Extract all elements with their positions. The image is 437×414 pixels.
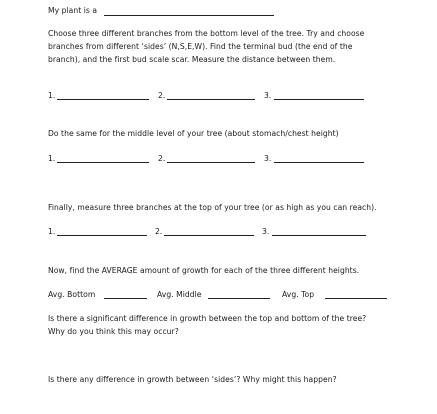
question-2: Is there any difference in growth between ‘sides’? Why might this happen? bbox=[48, 375, 337, 384]
question-1-line-1: Is there a significant difference in growth between the top and bottom of the tree? bbox=[48, 314, 367, 323]
avg-bottom-label: Avg. Bottom bbox=[48, 290, 96, 299]
top-instruction: Finally, measure three branches at the top of your tree (or as high as you can reach). bbox=[48, 203, 377, 212]
bottom-blank-1[interactable] bbox=[57, 99, 149, 100]
avg-top-blank[interactable] bbox=[325, 298, 387, 299]
middle-blank-1-number: 1. bbox=[48, 154, 56, 163]
middle-blank-3[interactable] bbox=[274, 162, 364, 163]
plant-label: My plant is a bbox=[48, 6, 98, 15]
avg-bottom-blank[interactable] bbox=[104, 298, 147, 299]
middle-instruction: Do the same for the middle level of your tree (about stomach/chest height) bbox=[48, 129, 339, 138]
intro-line-3: branch), and the first bud scale scar. Measure the distance between them. bbox=[48, 55, 336, 64]
top-blank-2-number: 2. bbox=[155, 227, 163, 236]
plant-name-blank[interactable] bbox=[104, 15, 274, 16]
top-blank-1-number: 1. bbox=[48, 227, 56, 236]
bottom-blank-1-number: 1. bbox=[48, 91, 56, 100]
top-blank-2[interactable] bbox=[164, 235, 254, 236]
intro-line-2: branches from different ‘sides’ (N,S,E,W). Find the terminal bud (the end of the bbox=[48, 42, 353, 51]
average-instruction: Now, find the AVERAGE amount of growth for each of the three different heights. bbox=[48, 266, 360, 275]
intro-line-1: Choose three different branches from the bottom level of the tree. Try and choose bbox=[48, 29, 365, 38]
bottom-blank-2[interactable] bbox=[167, 99, 255, 100]
bottom-blank-2-number: 2. bbox=[158, 91, 166, 100]
middle-blank-2-number: 2. bbox=[158, 154, 166, 163]
middle-blank-1[interactable] bbox=[57, 162, 149, 163]
bottom-blank-3[interactable] bbox=[274, 99, 364, 100]
question-1-line-2: Why do you think this may occur? bbox=[48, 327, 179, 336]
top-blank-3[interactable] bbox=[272, 235, 366, 236]
bottom-blank-3-number: 3. bbox=[264, 91, 272, 100]
top-blank-3-number: 3. bbox=[262, 227, 270, 236]
middle-blank-3-number: 3. bbox=[264, 154, 272, 163]
avg-middle-blank[interactable] bbox=[208, 298, 270, 299]
top-blank-1[interactable] bbox=[57, 235, 147, 236]
avg-middle-label: Avg. Middle bbox=[157, 290, 202, 299]
middle-blank-2[interactable] bbox=[167, 162, 255, 163]
avg-top-label: Avg. Top bbox=[282, 290, 315, 299]
